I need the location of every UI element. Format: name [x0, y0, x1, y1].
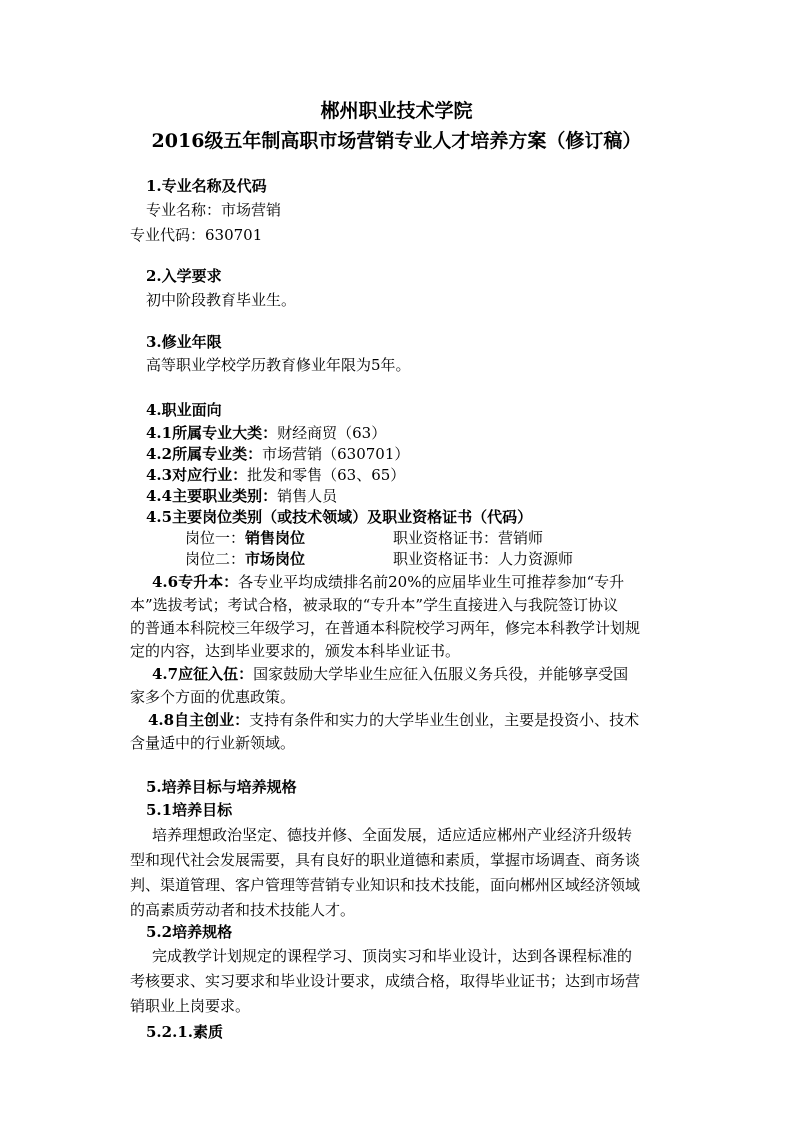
major-name-line: 专业名称：市场营销: [146, 201, 282, 219]
objective-paragraph-line3: 判、渠道管理、客户管理等营销专业知识和技术技能，面向郴州区域经济领域: [130, 876, 641, 894]
major-code-line: 专业代码：630701: [130, 226, 263, 244]
spec-paragraph-line3: 销职业上岗要求。: [130, 997, 251, 1015]
subheading-5-2-1: 5.2.1.素质: [146, 1023, 223, 1041]
item-value: 市场营销（630701）: [262, 445, 410, 463]
college-title: 郴州职业技术学院: [320, 100, 473, 122]
post-two-certificate: 职业资格证书：人力资源师: [393, 550, 574, 568]
career-item-4-8-line2: 含量适中的行业新领域。: [130, 734, 296, 752]
section-heading-major-name-code: 1.专业名称及代码: [146, 177, 267, 195]
objective-paragraph-line1: 培养理想政治坚定、德技并修、全面发展，适应适应郴州产业经济升级转: [152, 826, 633, 844]
post-label: 岗位二：: [185, 550, 246, 568]
post-one: [185, 528, 305, 548]
career-item-4-1: [146, 423, 386, 443]
post-value: 销售岗位: [245, 529, 306, 547]
career-item-4-5: 4.5主要岗位类别（或技术领域）及职业资格证书（代码）: [146, 508, 533, 526]
item-label: 4.2所属专业类：: [146, 445, 263, 463]
section-heading-career: 4.职业面向: [146, 401, 222, 419]
item-value: 财经商贸（63）: [277, 424, 387, 442]
career-item-4-7-line2: 家多个方面的优惠政策。: [130, 688, 296, 706]
section-heading-admission: 2.入学要求: [146, 267, 222, 285]
career-item-4-3: [146, 465, 405, 485]
subheading-5-1: 5.1培养目标: [146, 801, 233, 819]
objective-paragraph-line4: 的高素质劳动者和技术技能人才。: [130, 901, 356, 919]
career-item-4-7: [152, 664, 628, 684]
career-item-4-2: [146, 444, 409, 464]
item-label: 4.4主要职业类别：: [146, 487, 278, 505]
item-text: 支持有条件和实力的大学毕业生创业，主要是投资小、技术: [249, 711, 640, 729]
career-item-4-6-line4: 定的内容，达到毕业要求的，颁发本科毕业证书。: [130, 642, 461, 660]
item-label: 4.7应征入伍：: [152, 665, 254, 683]
duration-text: 高等职业学校学历教育修业年限为5年。: [146, 356, 411, 374]
career-item-4-6-line3: 的普通本科院校三年级学习，在普通本科院校学习两年，修完本科教学计划规: [130, 619, 641, 637]
spec-paragraph-line1: 完成教学计划规定的课程学习、顶岗实习和毕业设计，达到各课程标准的: [152, 947, 633, 965]
objective-paragraph-line2: 型和现代社会发展需要，具有良好的职业道德和素质，掌握市场调查、商务谈: [130, 851, 641, 869]
career-item-4-6-line2: 本”选拔考试；考试合格，被录取的“专升本”学生直接进入与我院签订协议: [130, 596, 619, 614]
item-label: 4.8自主创业：: [148, 711, 250, 729]
post-value: 市场岗位: [245, 550, 306, 568]
post-one-certificate: 职业资格证书：营销师: [393, 529, 544, 547]
item-text: 国家鼓励大学毕业生应征入伍服义务兵役，并能够享受国: [253, 665, 629, 683]
subheading-5-2: 5.2培养规格: [146, 923, 233, 941]
item-label: 4.6专升本：: [152, 573, 239, 591]
document-title: 2016级五年制高职市场营销专业人才培养方案（修订稿）: [151, 130, 642, 152]
item-text: 各专业平均成绩排名前20%的应届毕业生可推荐参加“专升: [238, 573, 625, 591]
section-heading-objectives: 5.培养目标与培养规格: [146, 778, 297, 796]
career-item-4-6: [152, 572, 624, 592]
career-item-4-8: [148, 710, 639, 730]
item-label: 4.3对应行业：: [146, 466, 248, 484]
item-value: 批发和零售（63、65）: [247, 466, 406, 484]
item-value: 销售人员: [277, 487, 338, 505]
admission-text: 初中阶段教育毕业生。: [146, 291, 297, 309]
post-two: [185, 549, 305, 569]
career-item-4-4: [146, 486, 337, 506]
post-label: 岗位一：: [185, 529, 246, 547]
item-label: 4.1所属专业大类：: [146, 424, 278, 442]
spec-paragraph-line2: 考核要求、实习要求和毕业设计要求，成绩合格，取得毕业证书；达到市场营: [130, 972, 641, 990]
section-heading-duration: 3.修业年限: [146, 333, 222, 351]
